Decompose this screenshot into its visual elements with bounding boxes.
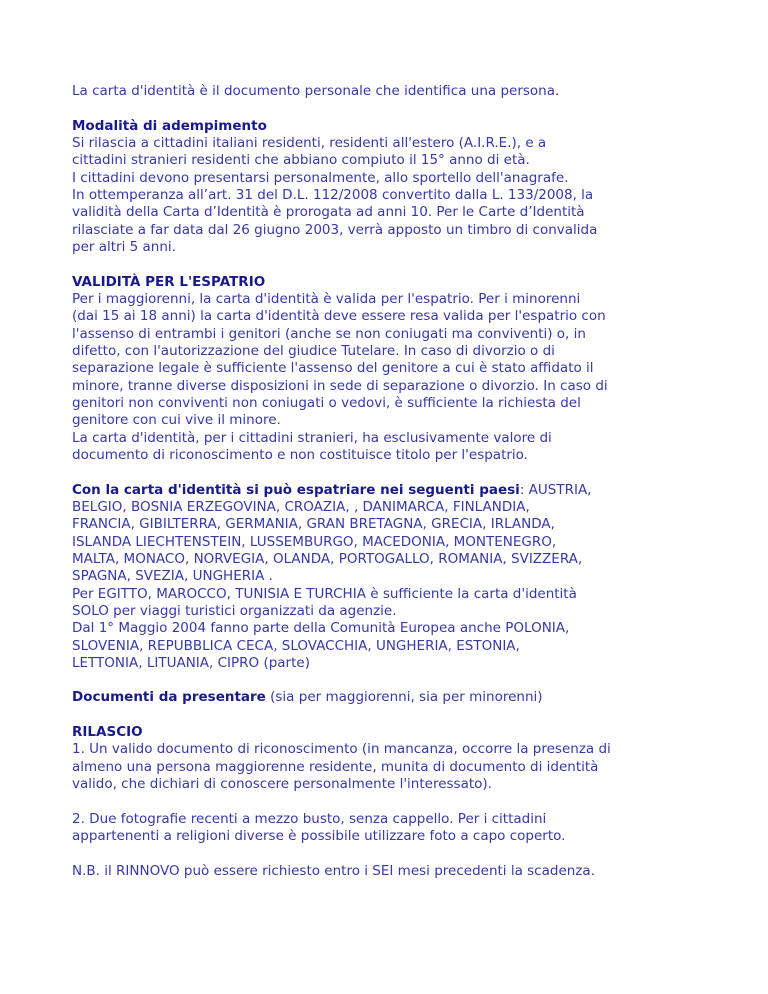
text-line bbox=[72, 655, 712, 672]
text-line bbox=[72, 378, 712, 395]
text-run: Dal 1° Maggio 2004 fanno parte della Comunità Europea anche POLONIA, bbox=[72, 620, 570, 637]
text-line bbox=[72, 741, 712, 758]
text-run: MALTA, MONACO, NORVEGIA, OLANDA, PORTOGALLO, ROMANIA, SVIZZERA, bbox=[72, 550, 583, 567]
blank-line bbox=[72, 845, 712, 862]
bold-text-run: RILASCIO bbox=[72, 724, 143, 741]
text-line bbox=[72, 586, 712, 603]
text-run: validità della Carta d’Identità è prorogata ad anni 10. Per le Carte d’Identità bbox=[72, 204, 585, 221]
text-line bbox=[72, 170, 712, 187]
text-run: genitori non conviventi non coniugati o vedovi, è sufficiente la richiesta del bbox=[72, 394, 581, 411]
text-line bbox=[72, 482, 712, 499]
text-line bbox=[72, 83, 712, 100]
blank-line bbox=[72, 793, 712, 810]
bold-text-run: Documenti da presentare bbox=[72, 689, 266, 706]
bold-text-run: Modalità di adempimento bbox=[72, 117, 267, 134]
text-line bbox=[72, 447, 712, 464]
blank-line bbox=[72, 100, 712, 117]
text-line bbox=[72, 291, 712, 308]
text-run: Si rilascia a cittadini italiani residenti, residenti all'estero (A.I.R.E.), e a bbox=[72, 134, 547, 151]
text-line bbox=[72, 534, 712, 551]
text-line bbox=[72, 239, 712, 256]
bold-text-run: VALIDITÀ PER L'ESPATRIO bbox=[72, 273, 266, 290]
text-line bbox=[72, 724, 712, 741]
text-run: (sia per maggiorenni, sia per minorenni) bbox=[265, 689, 543, 706]
text-run: N.B. il RINNOVO può essere richiesto entro i SEI mesi precedenti la scadenza. bbox=[72, 862, 595, 879]
text-run: documento di riconoscimento e non costituisce titolo per l'espatrio. bbox=[72, 446, 528, 463]
blank-line bbox=[72, 707, 712, 724]
text-run: difetto, con l'autorizzazione del giudice Tutelare. In caso di divorzio o di bbox=[72, 342, 555, 359]
blank-line bbox=[72, 256, 712, 273]
text-line bbox=[72, 360, 712, 377]
bold-text-run: Con la carta d'identità si può espatriare nei seguenti paesi bbox=[72, 481, 520, 498]
text-run: SLOVENIA, REPUBBLICA CECA, SLOVACCHIA, UNGHERIA, ESTONIA, bbox=[72, 637, 520, 654]
text-run: l'assenso di entrambi i genitori (anche se non coniugati ma conviventi) o, in bbox=[72, 325, 586, 342]
text-line bbox=[72, 274, 712, 291]
text-run: minore, tranne diverse disposizioni in sede di separazione o divorzio. In caso di bbox=[72, 377, 608, 394]
text-line bbox=[72, 603, 712, 620]
text-run: La carta d'identità, per i cittadini stranieri, ha esclusivamente valore di bbox=[72, 429, 552, 446]
text-line bbox=[72, 395, 712, 412]
text-line bbox=[72, 135, 712, 152]
text-line bbox=[72, 863, 712, 880]
text-run: I cittadini devono presentarsi personalmente, allo sportello dell'anagrafe. bbox=[72, 169, 569, 186]
text-run: FRANCIA, GIBILTERRA, GERMANIA, GRAN BRETAGNA, GRECIA, IRLANDA, bbox=[72, 516, 555, 533]
text-line bbox=[72, 811, 712, 828]
text-run: BELGIO, BOSNIA ERZEGOVINA, CROAZIA, , DANIMARCA, FINLANDIA, bbox=[72, 498, 530, 515]
text-line bbox=[72, 430, 712, 447]
text-line bbox=[72, 222, 712, 239]
document-body bbox=[72, 83, 712, 880]
text-run: valido, che dichiari di conoscere personalmente l'interessato). bbox=[72, 776, 492, 793]
text-line bbox=[72, 412, 712, 429]
text-run: rilasciate a far data dal 26 giugno 2003, verrà apposto un timbro di convalida bbox=[72, 221, 598, 238]
text-line bbox=[72, 638, 712, 655]
text-run: per altri 5 anni. bbox=[72, 238, 176, 255]
text-run: genitore con cui vive il minore. bbox=[72, 412, 281, 429]
text-run: cittadini stranieri residenti che abbiano compiuto il 15° anno di età. bbox=[72, 152, 530, 169]
text-run: Per i maggiorenni, la carta d'identità è valida per l'espatrio. Per i minorenni bbox=[72, 290, 581, 307]
text-run: La carta d'identità è il documento personale che identifica una persona. bbox=[72, 83, 560, 99]
text-run: separazione legale è sufficiente l'assenso del genitore a cui è stato affidato il bbox=[72, 360, 594, 377]
text-line bbox=[72, 828, 712, 845]
text-line bbox=[72, 152, 712, 169]
text-run: appartenenti a religioni diverse è possibile utilizzare foto a capo coperto. bbox=[72, 828, 566, 845]
blank-line bbox=[72, 672, 712, 689]
text-run: 1. Un valido documento di riconoscimento (in mancanza, occorre la presenza di bbox=[72, 741, 611, 758]
text-run: SOLO per viaggi turistici organizzati da agenzie. bbox=[72, 602, 397, 619]
text-line bbox=[72, 499, 712, 516]
text-line bbox=[72, 118, 712, 135]
text-run: 2. Due fotografie recenti a mezzo busto, senza cappello. Per i cittadini bbox=[72, 810, 547, 827]
text-line bbox=[72, 343, 712, 360]
text-line bbox=[72, 326, 712, 343]
text-run: almeno una persona maggiorenne residente, munita di documento di identità bbox=[72, 758, 599, 775]
text-run: : AUSTRIA, bbox=[519, 481, 592, 498]
text-run: LETTONIA, LITUANIA, CIPRO (parte) bbox=[72, 654, 310, 671]
blank-line bbox=[72, 464, 712, 481]
text-line bbox=[72, 516, 712, 533]
text-line bbox=[72, 308, 712, 325]
text-run: SPAGNA, SVEZIA, UNGHERIA . bbox=[72, 568, 273, 585]
text-line bbox=[72, 620, 712, 637]
text-line bbox=[72, 759, 712, 776]
text-line bbox=[72, 551, 712, 568]
text-run: Per EGITTO, MAROCCO, TUNISIA E TURCHIA è sufficiente la carta d'identità bbox=[72, 585, 577, 602]
text-line bbox=[72, 204, 712, 221]
text-line bbox=[72, 187, 712, 204]
text-line bbox=[72, 776, 712, 793]
text-run: (dai 15 ai 18 anni) la carta d'identità deve essere resa valida per l'espatrio con bbox=[72, 308, 606, 325]
text-line bbox=[72, 689, 712, 706]
text-line bbox=[72, 568, 712, 585]
text-run: ISLANDA LIECHTENSTEIN, LUSSEMBURGO, MACEDONIA, MONTENEGRO, bbox=[72, 533, 557, 550]
text-run: In ottemperanza all’art. 31 del D.L. 112/2008 convertito dalla L. 133/2008, la bbox=[72, 186, 594, 203]
